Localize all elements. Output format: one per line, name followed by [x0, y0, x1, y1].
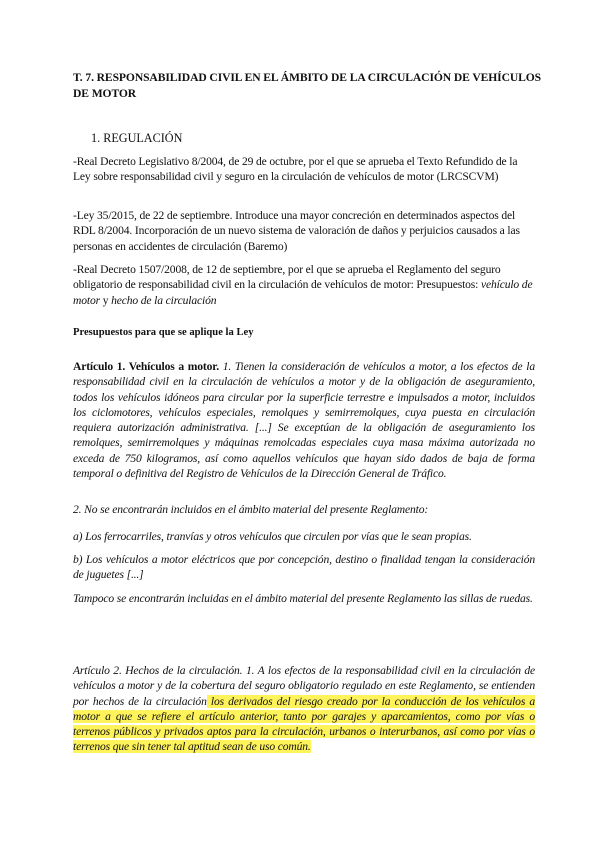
document-title: T. 7. RESPONSABILIDAD CIVIL EN EL ÁMBITO DE LA CIRCULACIÓN DE VEHÍCULOS DE MOTOR [73, 71, 542, 100]
article-1-text: 1. Tienen la consideración de vehículos a motor, a los efectos de la responsabilidad civil en la circulación de vehículos a motor y de la obligación de aseguramiento, todos los vehículos idóneos para circular por la superficie terrestre e impulsados a motor, incluidos los ciclomotores, vehículos especiales, remolques y semirremolques, cuya puesta en circulación requiera autorización administrativa. [...] Se exceptúan de la obligación de aseguramiento los remolques, semirremolques y máquinas remolcadas especiales cuya masa máxima autorizada no exceda de 750 kilogramos, así como aquellos vehículos que hayan sido dados de baja de forma temporal o definitiva del Registro de Vehículos de la Dirección General de Tráfico. [73, 360, 535, 481]
article-1-point-a: a) Los ferrocarriles, tranvías y otros vehículos que circulen por vías que le sean propias. [73, 530, 472, 543]
article-2-paragraph [73, 663, 535, 755]
presupuestos-heading: Presupuestos para que se aplique la Ley [73, 327, 254, 338]
article-2-text: Artículo 2. Hechos de la circulación. 1. A los efectos de la responsabilidad civil en la circulación de vehículos a motor y de la cobertura del seguro obligatorio regulado en este Reglamento, se entienden por hechos de la circulación [73, 664, 535, 708]
regulation-paragraph-1: -Real Decreto Legislativo 8/2004, de 29 de octubre, por el que se aprueba el Texto Refundido de la Ley sobre responsabilidad civil y seguro en la circulación de vehículos de motor (LRCSCVM) [73, 155, 518, 184]
regulation-3-text: -Real Decreto 1507/2008, de 12 de septiembre, por el que se aprueba el Reglamento del seguro obligatorio de responsabilidad civil en la circulación de vehículos de motor: Presupuestos: [73, 263, 501, 292]
regulation-3-connector: y [99, 293, 112, 307]
section-heading: 1. REGULACIÓN [91, 131, 183, 145]
article-1-point-2: 2. No se encontrarán incluidos en el ámbito material del presente Reglamento: [73, 503, 429, 516]
article-1-point-b: b) Los vehículos a motor eléctricos que por concepción, destino o finalidad tengan la consideración de juguetes [...] [73, 553, 535, 582]
article-2-highlighted-text: los derivados del riesgo creado por la conducción de los vehículos a motor a que se refiere el artículo anterior, tanto por garajes y aparcamientos, como por vías o terrenos públicos y privados aptos para la circulación, urbanos o interurbanos, así como por vías o terrenos que sin tener tal aptitud sean de uso común. [73, 694, 535, 754]
article-1-wheelchairs: Tampoco se encontrarán incluidas en el ámbito material del presente Reglamento las sillas de ruedas. [73, 592, 533, 605]
regulation-3-term-circulation: hecho de la circulación [111, 293, 217, 307]
article-1-label: Artículo 1. Vehículos a motor. [73, 360, 219, 373]
article-1-paragraph [73, 359, 535, 481]
regulation-paragraph-3 [73, 262, 535, 308]
regulation-3-term-vehicle: vehículo de motor [73, 278, 533, 307]
regulation-paragraph-2: -Ley 35/2015, de 22 de septiembre. Introduce una mayor concreción en determinados aspectos del RDL 8/2004. Incorporación de un nuevo sistema de valoración de daños y perjuicios causados a las personas en accidentes de circulación (Baremo) [73, 209, 520, 253]
